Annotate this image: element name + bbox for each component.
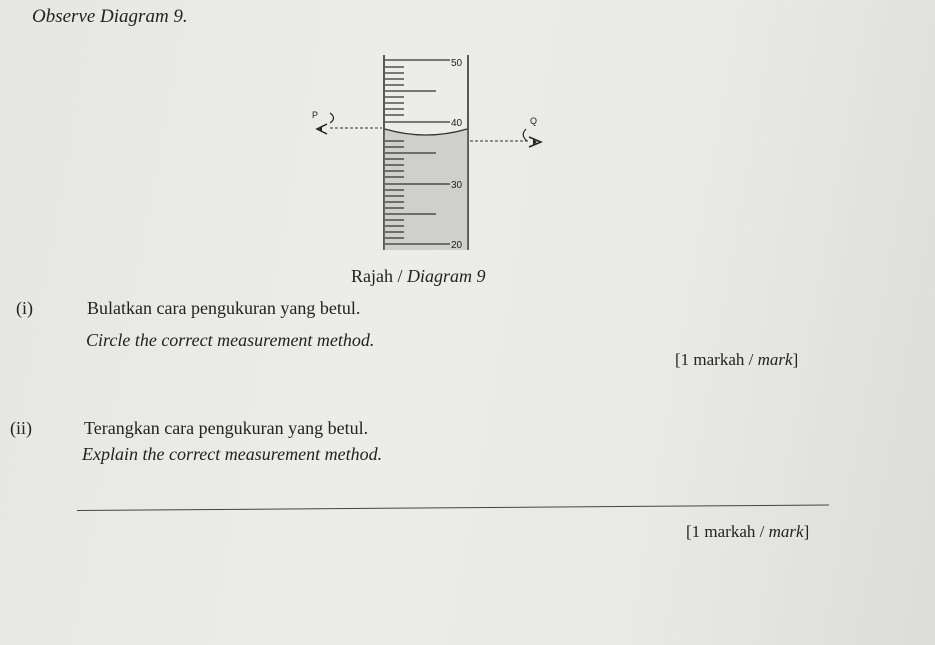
heading: Observe Diagram 9. <box>32 6 188 27</box>
scale-label-30: 30 <box>451 180 463 191</box>
question-ii-marks <box>686 522 809 542</box>
marks-close: ] <box>792 350 799 369</box>
question-i-number: (i) <box>16 298 33 318</box>
marks-en: mark <box>757 350 793 369</box>
marks-en: mark <box>768 522 804 541</box>
scale-label-40: 40 <box>451 118 463 129</box>
question-ii-number: (ii) <box>10 418 32 438</box>
scale-label-20: 20 <box>451 240 463 251</box>
question-ii-text-en: Explain the correct measurement method. <box>82 444 383 464</box>
eye-p-icon <box>317 113 334 134</box>
question-i-text-en: Circle the correct measurement method. <box>86 330 375 350</box>
marks-close: ] <box>803 522 810 541</box>
diagram-caption <box>351 266 486 287</box>
question-i-marks <box>675 350 798 370</box>
question-ii-text-ms: Terangkan cara pengukuran yang betul. <box>84 418 369 438</box>
eye-p-label: P <box>312 110 319 120</box>
scale-label-50: 50 <box>451 58 463 69</box>
diagram-9 <box>300 45 560 260</box>
eye-q-icon <box>523 129 541 147</box>
question-i-text-ms: Bulatkan cara pengukuran yang betul. <box>87 298 361 318</box>
answer-line <box>77 504 829 511</box>
caption-ms: Rajah / <box>351 266 407 286</box>
eye-q-label: Q <box>530 116 538 126</box>
marks-ms: [1 markah / <box>675 350 758 369</box>
caption-en: Diagram 9 <box>407 266 486 286</box>
marks-ms: [1 markah / <box>686 522 769 541</box>
